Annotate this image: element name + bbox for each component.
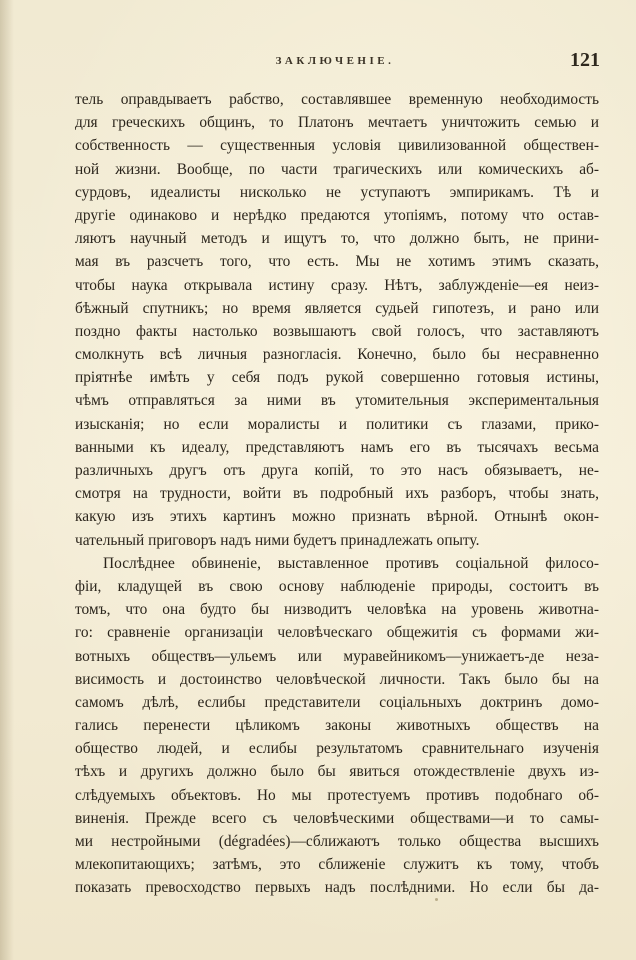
text-line: мая въ разсчетъ того, что есть. Мы не хотимъ этимъ сказать, bbox=[75, 253, 599, 271]
page-number: 121 bbox=[570, 49, 600, 71]
page-gutter-shadow bbox=[0, 0, 14, 960]
text-line: смотря на трудности, войти въ подробный ихъ разборъ, чтобы знать, bbox=[75, 485, 599, 503]
paragraph-end-line: чательный приговоръ надъ ними будетъ принадлежать опыту. bbox=[75, 531, 480, 549]
text-line: млекопитающихъ; затѣмъ, это сближеніе служитъ къ тому, чтобъ bbox=[75, 856, 599, 874]
text-line: гались перенести цѣликомъ законы животныхъ обществъ на bbox=[75, 717, 599, 735]
text-line: ной жизни. Вообще, по части трагическихъ или комическихъ аб- bbox=[75, 160, 599, 178]
text-line: поздно факты настолько возвышаютъ свой голосъ, что заставляютъ bbox=[75, 322, 599, 340]
body-text bbox=[75, 88, 599, 900]
paragraph-first-line: Послѣднее обвиненіе, выставленное противъ соціальной филосо- bbox=[103, 554, 599, 572]
text-line: томъ, что она будто бы низводитъ человѣка на уровень животна- bbox=[75, 601, 599, 619]
text-line: ляютъ научный методъ и ищутъ то, что должно быть, не прини- bbox=[75, 230, 599, 248]
text-line: тель оправдываетъ рабство, составлявшее временную необходимость bbox=[75, 91, 599, 108]
text-line: собственность — существенныя условія цивилизованной обществен- bbox=[75, 137, 599, 155]
text-line: смолкнуть всѣ личныя разногласія. Конечно, было бы несравненно bbox=[75, 346, 599, 364]
text-line: изысканія; но если моралисты и политики съ глазами, прико- bbox=[75, 415, 599, 433]
text-line: какую изъ этихъ картинъ можно признать вѣрной. Отнынѣ окон- bbox=[75, 508, 599, 526]
text-line: ванными къ идеалу, представляютъ намъ его въ тысячахъ весьма bbox=[75, 438, 599, 456]
text-line: сурдовъ, идеалисты нисколько не уступаютъ эмпирикамъ. Тѣ и bbox=[75, 183, 599, 201]
page-header bbox=[70, 49, 600, 72]
text-line: слѣдуемыхъ объектовъ. Но мы протестуемъ противъ подобнаго об- bbox=[75, 786, 599, 804]
text-line: тѣхъ и другихъ должно было бы явиться отождествленіе двухъ из- bbox=[75, 763, 599, 781]
text-line: различныхъ другъ отъ друга копій, то это насъ обязываетъ, не- bbox=[75, 462, 599, 479]
text-line: ми нестройными (dégradées)—сближаютъ только общества высшихъ bbox=[75, 833, 599, 850]
text-line: чѣмъ отправляться за ними въ утомительныя экспериментальныя bbox=[75, 392, 599, 410]
text-line: вотныхъ обществъ—ульемъ или муравейникомъ—унижаетъ-де неза- bbox=[75, 647, 599, 665]
text-line: виненія. Прежде всего съ человѣческими обществами—и то самы- bbox=[75, 809, 599, 827]
running-head: ЗАКЛЮЧЕНІЕ. bbox=[275, 55, 395, 67]
text-line: фіи, кладущей въ свою основу наблюденіе природы, состоитъ въ bbox=[75, 577, 599, 595]
paper-speck bbox=[435, 898, 438, 901]
text-line: общество людей, и еслибы результатомъ сравнительнаго изученія bbox=[75, 740, 599, 758]
text-line: другіе одинаково и нерѣдко предаются утопіямъ, потому что остав- bbox=[75, 206, 599, 224]
text-line: пріятнѣе имѣть у себя подъ рукой совершенно готовыя истины, bbox=[75, 369, 599, 387]
text-line: самомъ дѣлѣ, еслибы представители соціальныхъ доктринъ домо- bbox=[75, 693, 599, 711]
text-line: чтобы наука открывала истину сразу. Нѣтъ, заблужденіе—ея неиз- bbox=[75, 276, 599, 294]
text-line: го: сравненіе организаціи человѣческаго общежитія съ формами жи- bbox=[75, 624, 599, 642]
text-line: висимость и достоинство человѣческой личности. Такъ было бы на bbox=[75, 670, 599, 688]
text-line: показать превосходство первыхъ надъ послѣдними. Но если бы да- bbox=[75, 879, 599, 897]
text-line: для греческихъ общинъ, то Платонъ мечтаетъ уничтожить семью и bbox=[75, 114, 599, 132]
text-line: бѣжный спутникъ; но время является судьей гипотезъ, и рано или bbox=[75, 299, 599, 317]
